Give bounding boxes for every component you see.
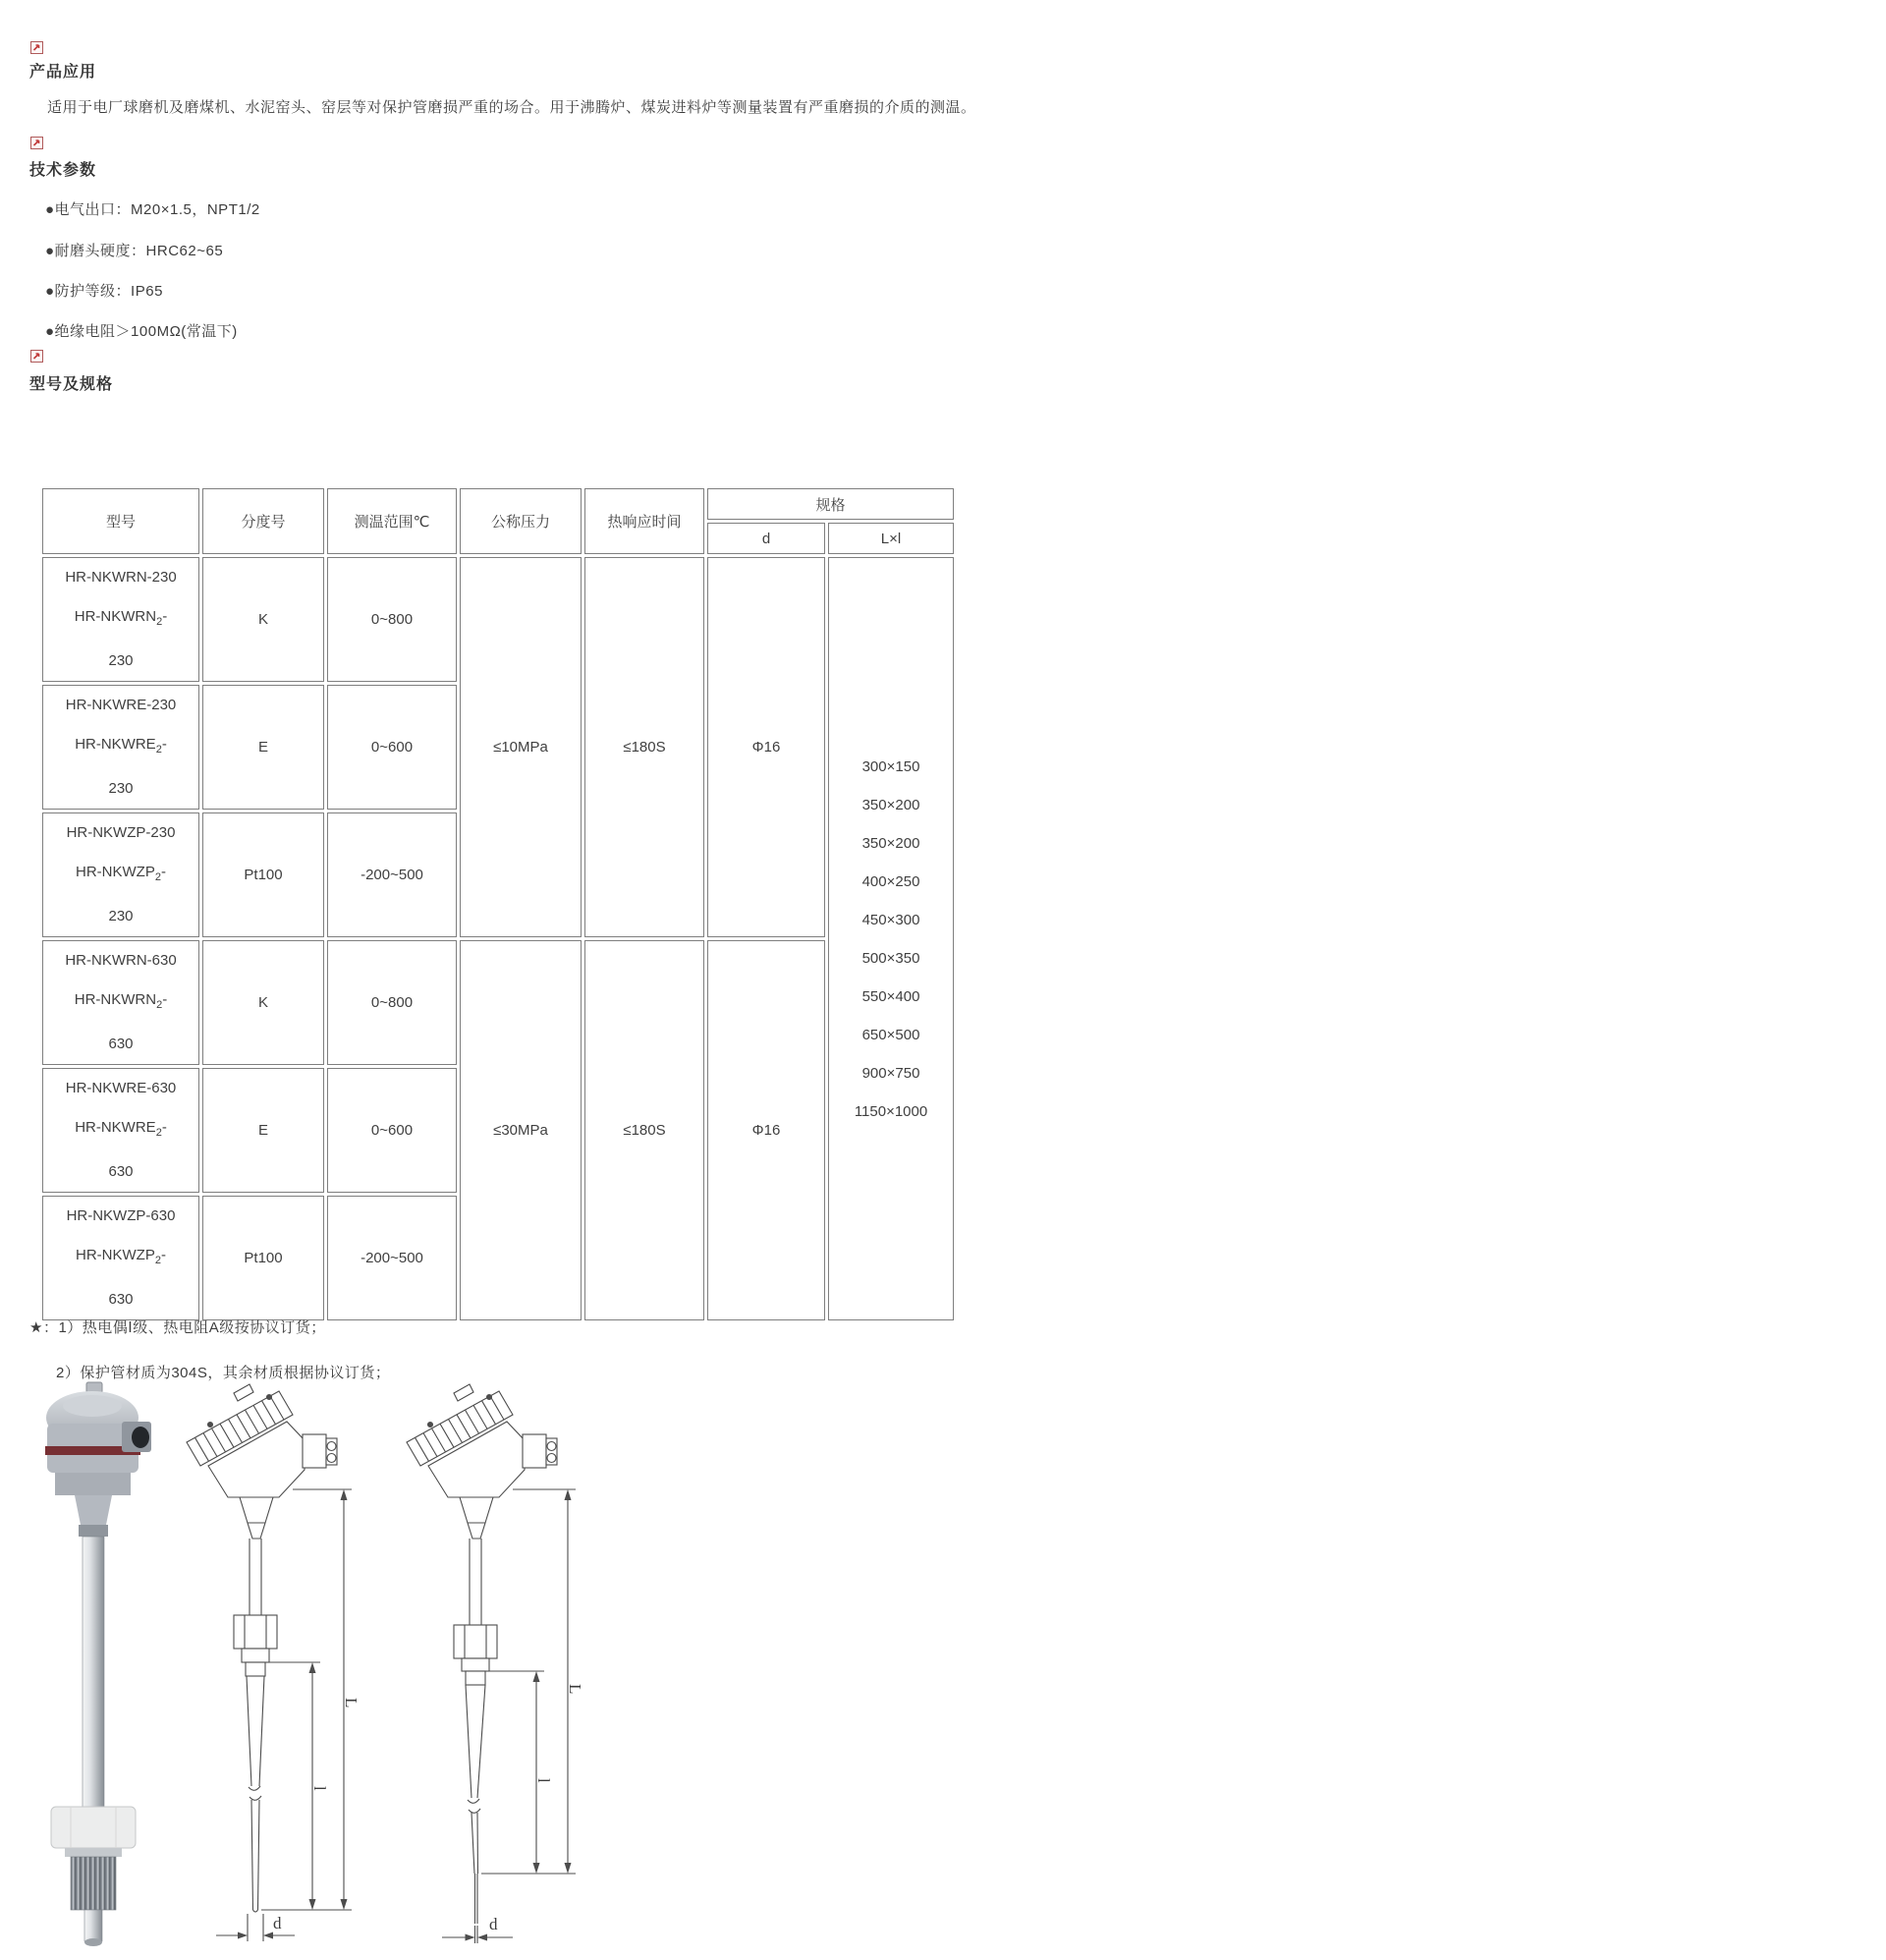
dim-label-l: l xyxy=(310,1786,329,1791)
range-cell: 0~600 xyxy=(327,685,457,810)
response-cell: ≤180S xyxy=(584,940,704,1320)
graduation-cell: Pt100 xyxy=(202,812,324,937)
d-cell: Φ16 xyxy=(707,557,825,937)
section-marker-icon xyxy=(30,137,43,149)
col-header-spec: 规格 xyxy=(707,488,954,520)
pressure-cell: ≤30MPa xyxy=(460,940,582,1320)
model-cell: HR-NKWRN-630 $HR-NKWRN_2-$ 630 xyxy=(42,940,199,1065)
spec-table xyxy=(39,485,971,1323)
application-paragraph: 适用于电厂球磨机及磨煤机、水泥窑头、窑层等对保护管磨损严重的场合。用于沸腾炉、煤炭进料炉等测量装置有严重磨损的介质的测温。 xyxy=(47,99,976,116)
dim-label-L: L xyxy=(342,1698,361,1708)
dim-label-d: d xyxy=(273,1914,282,1932)
col-header-lxl: L×l xyxy=(828,523,954,554)
footnote-2: 2）保护管材质为304S，其余材质根据协议订货； xyxy=(56,1365,391,1381)
d-cell: Φ16 xyxy=(707,940,825,1320)
section-title-application: 产品应用 xyxy=(29,64,97,81)
col-header-range: 测温范围℃ xyxy=(327,488,457,554)
section-title-parameters: 技术参数 xyxy=(29,162,97,179)
pressure-cell: ≤10MPa xyxy=(460,557,582,937)
col-header-graduation: 分度号 xyxy=(202,488,324,554)
graduation-cell: E xyxy=(202,685,324,810)
range-cell: -200~500 xyxy=(327,1196,457,1320)
model-cell: HR-NKWZP-630 $HR-NKWZP_2-$ 630 xyxy=(42,1196,199,1320)
dim-label-l: l xyxy=(534,1778,553,1783)
section-marker-icon xyxy=(30,350,43,363)
range-cell: -200~500 xyxy=(327,812,457,937)
model-cell: HR-NKWRN-230 $HR-NKWRN_2-$ 230 xyxy=(42,557,199,682)
range-cell: 0~800 xyxy=(327,557,457,682)
range-cell: 0~600 xyxy=(327,1068,457,1193)
col-header-d: d xyxy=(707,523,825,554)
footnote-1: ★：1）热电偶Ⅰ级、热电阻A级按协议订货； xyxy=(29,1319,326,1336)
parameter-item: ●电气出口：M20×1.5，NPT1/2 xyxy=(45,201,260,218)
col-header-response: 热响应时间 xyxy=(584,488,704,554)
graduation-cell: K xyxy=(202,940,324,1065)
col-header-model: 型号 xyxy=(42,488,199,554)
thermocouple-photo xyxy=(35,1380,153,1960)
thermocouple-drawing-2 xyxy=(403,1377,589,1957)
section-marker-icon xyxy=(30,41,43,54)
graduation-cell: Pt100 xyxy=(202,1196,324,1320)
model-cell: HR-NKWRE-230 $HR-NKWRE_2-$ 230 xyxy=(42,685,199,810)
graduation-cell: E xyxy=(202,1068,324,1193)
parameter-item: ●防护等级：IP65 xyxy=(45,283,163,300)
parameter-item: ●绝缘电阻＞100MΩ(常温下) xyxy=(45,323,238,340)
graduation-cell: K xyxy=(202,557,324,682)
thermocouple-drawing-1 xyxy=(183,1377,364,1957)
response-cell: ≤180S xyxy=(584,557,704,937)
range-cell: 0~800 xyxy=(327,940,457,1065)
dim-label-L: L xyxy=(566,1684,584,1695)
col-header-pressure: 公称压力 xyxy=(460,488,582,554)
table-row xyxy=(42,557,968,682)
model-cell: HR-NKWZP-230 $HR-NKWZP_2-$ 230 xyxy=(42,812,199,937)
parameter-item: ●耐磨头硬度：HRC62~65 xyxy=(45,243,224,259)
dim-label-d: d xyxy=(489,1915,498,1933)
section-title-models: 型号及规格 xyxy=(29,376,114,393)
lxl-cell: 300×150 350×200 350×200 400×250 450×300 500×350 550×400 650×500 900×750 1150×1000 xyxy=(828,557,954,1320)
model-cell: HR-NKWRE-630 $HR-NKWRE_2-$ 630 xyxy=(42,1068,199,1193)
